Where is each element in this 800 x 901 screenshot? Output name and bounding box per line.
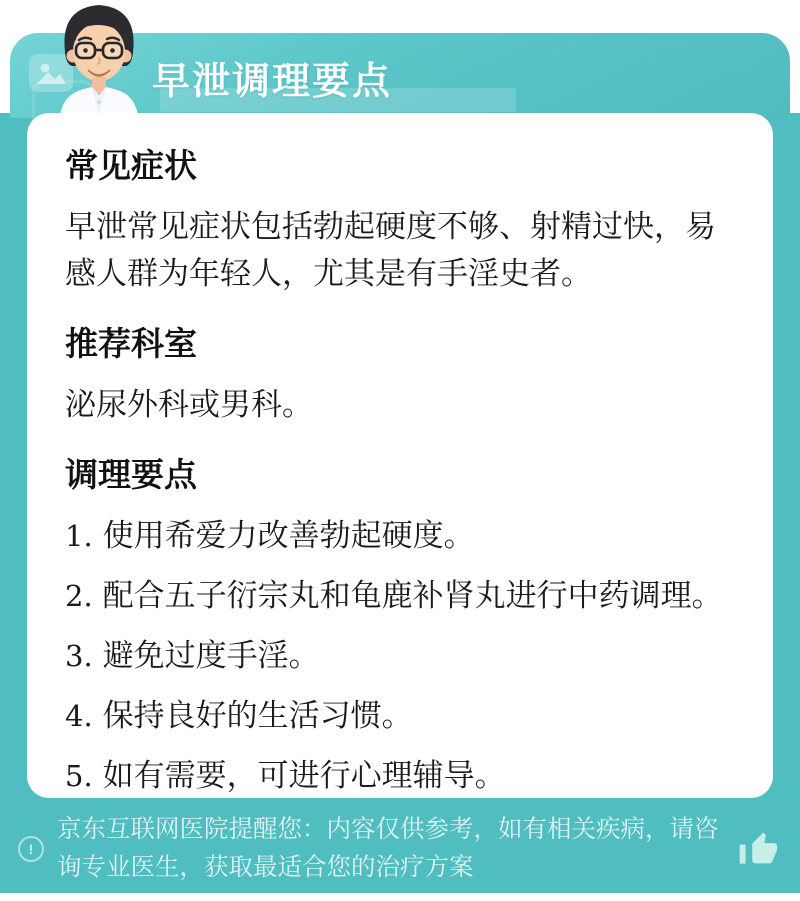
list-item-text: 避免过度手淫。 [102,638,320,673]
list-item-number: 5. [65,759,93,793]
doctor-avatar [46,0,152,116]
list-item-text: 保持良好的生活习惯。 [102,698,413,733]
section-heading-care-points: 调理要点 [65,456,197,493]
list-item-text: 如有需要，可进行心理辅导。 [102,758,506,793]
section-body-department: 泌尿外科或男科。 [65,387,313,422]
page-title: 早泄调理要点 [152,61,393,103]
list-item-text: 使用希爱力改善勃起硬度。 [102,518,475,553]
list-item-number: 4. [65,699,93,733]
disclaimer-footer [18,806,782,892]
content-card [27,113,773,798]
alert-circle-icon: ! [18,836,44,862]
list-item [65,636,735,676]
section-heading-symptoms: 常见症状 [65,147,197,184]
list-item [65,516,735,556]
list-item-number: 1. [65,519,93,553]
list-item-number: 2. [65,579,93,613]
list-item-text: 配合五子衍宗丸和龟鹿补肾丸进行中药调理。 [102,578,723,613]
section-heading-department: 推荐科室 [65,325,197,362]
thumbs-up-icon [736,827,780,871]
care-points-list [65,516,735,796]
section-body-symptoms: 早泄常见症状包括勃起硬度不够、射精过快，易感人群为年轻人，尤其是有手淫史者。 [65,209,716,291]
list-item-number: 3. [65,639,93,673]
thumbs-up-button[interactable] [734,825,782,873]
list-item [65,756,735,796]
list-item [65,696,735,736]
disclaimer-text: 京东互联网医院提醒您：内容仅供参考，如有相关疾病，请咨询专业医生，获取最适合您的治疗方案 [57,816,719,881]
list-item [65,576,735,616]
